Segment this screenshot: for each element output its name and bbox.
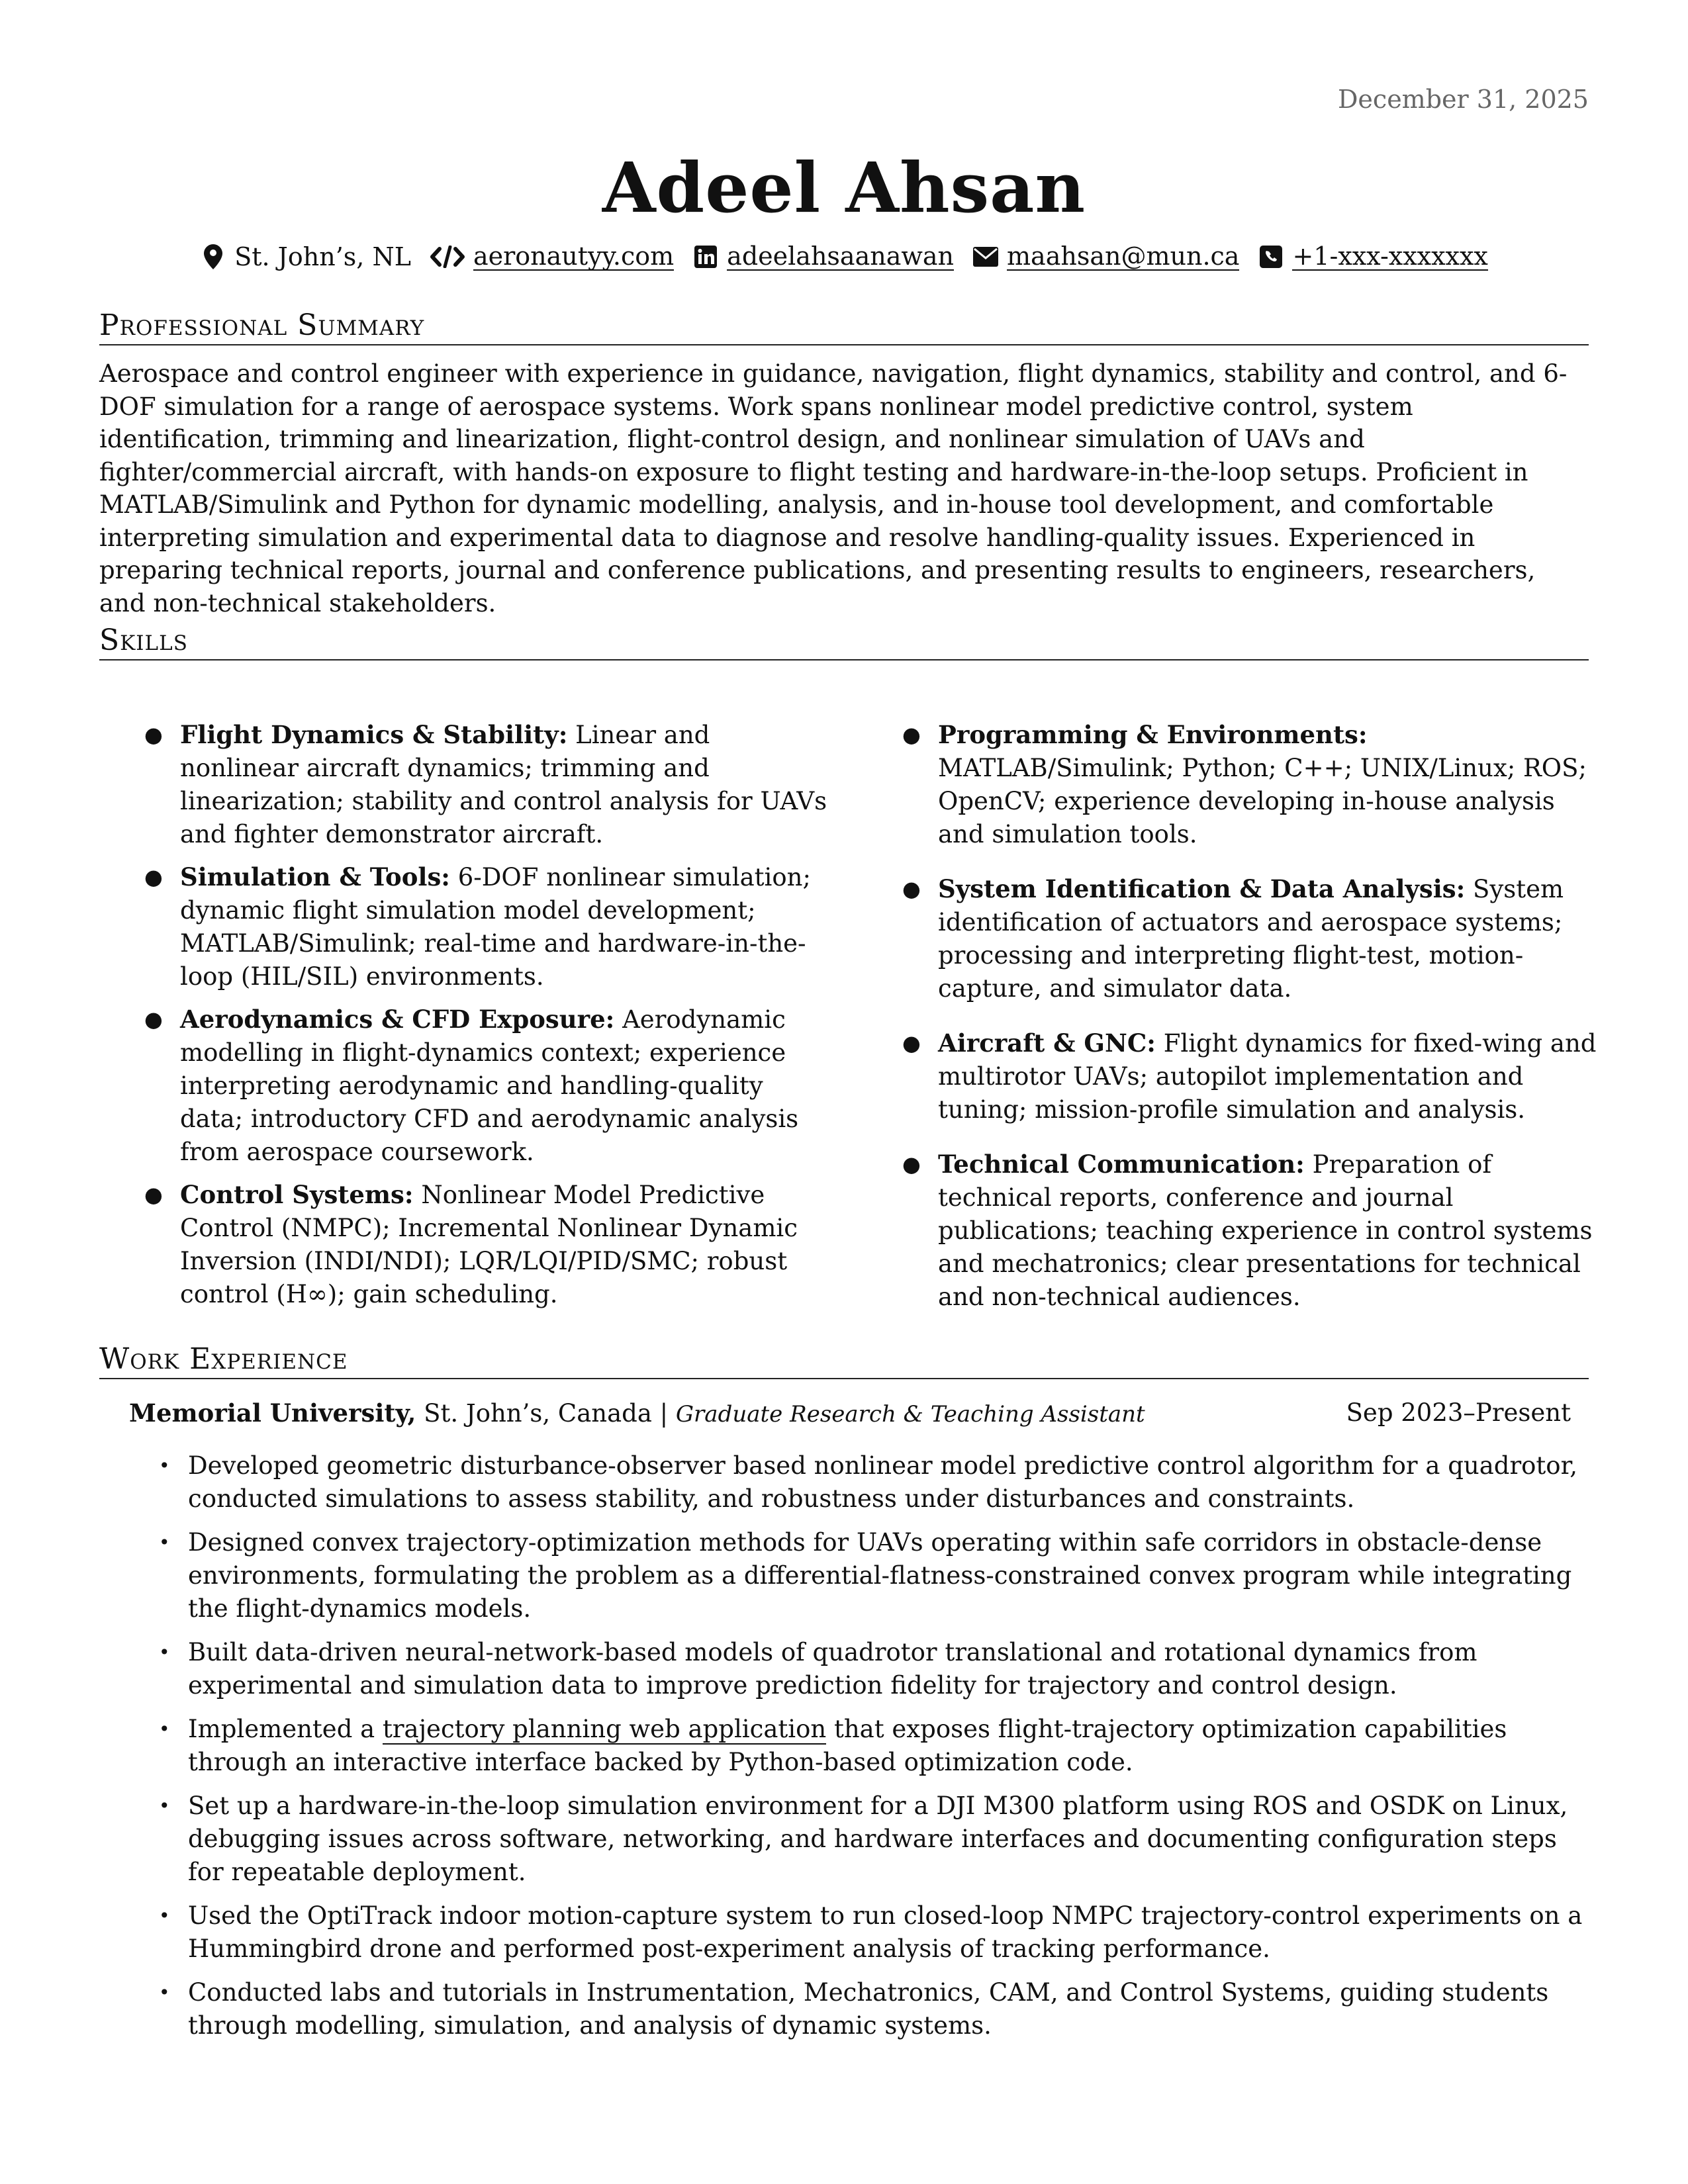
- skill-text: MATLAB/Simulink; Python; C++; UNIX/Linux; ROS; OpenCV; experience developing in-house analysis and simulation tools.: [938, 754, 1587, 848]
- job-role: Graduate Research & Teaching Assistant: [675, 1401, 1145, 1428]
- job-bullet: [158, 1899, 1587, 1966]
- contact-bar: [99, 242, 1589, 271]
- trajectory-app-link[interactable]: trajectory planning web application: [382, 1715, 827, 1743]
- job-bullet-text: Designed convex trajectory-optimization methods for UAVs operating within safe corridors in obstacle-dense environments, formulating the problem as a differential-flatness-constrained convex program while integrating the flight-dynamics models.: [188, 1528, 1572, 1623]
- job-bullets: [158, 1449, 1587, 2053]
- contact-phone[interactable]: [1258, 241, 1488, 271]
- document-date: December 31, 2025: [1337, 85, 1589, 114]
- bullet-icon: •: [159, 1981, 170, 2003]
- skill-text: Preparation of technical reports, conference and journal publications; teaching experience in control systems and mechatronics; clear presentations for technical and non-technical audiences.: [938, 1150, 1593, 1311]
- job-dates: Sep 2023–Present: [1346, 1398, 1571, 1427]
- summary-section-title: Professional Summary: [99, 310, 1589, 345]
- skill-label: Simulation & Tools:: [180, 862, 450, 891]
- skills-right-column: [897, 718, 1599, 1323]
- code-icon: [430, 244, 465, 270]
- job-title-line: [129, 1398, 1145, 1428]
- job-bullet: [158, 1636, 1587, 1702]
- job-org: Memorial University,: [129, 1398, 416, 1428]
- candidate-name: Adeel Ahsan: [602, 147, 1086, 228]
- job-bullet-text-post: that exposes flight-trajectory optimization capabilities through an interactive interface backed by Python-based optimization code.: [188, 1715, 1507, 1776]
- bullet-icon: ●: [902, 1030, 921, 1056]
- job-location: St. John’s, Canada |: [416, 1399, 676, 1428]
- job-bullet-text: Built data-driven neural-network-based models of quadrotor translational and rotational dynamics from experimental and simulation data to improve prediction fidelity for trajectory and control design.: [188, 1638, 1477, 1700]
- skill-label: Technical Communication:: [938, 1150, 1305, 1179]
- bullet-icon: ●: [144, 1182, 163, 1207]
- skill-item: [897, 1026, 1599, 1126]
- skill-label: System Identification & Data Analysis:: [938, 874, 1466, 903]
- skill-text: System identification of actuators and aerospace systems; processing and interpreting flight-test, motion-capture, and simulator data.: [938, 875, 1564, 1003]
- job-bullet-text: Conducted labs and tutorials in Instrumentation, Mechatronics, CAM, and Control Systems, guiding students through modelling, simulation, and analysis of dynamic systems.: [188, 1978, 1549, 2040]
- bullet-icon: ●: [144, 722, 163, 747]
- skill-item: [897, 718, 1599, 851]
- contact-website[interactable]: [430, 241, 675, 271]
- envelope-icon: [972, 244, 999, 270]
- email-link[interactable]: maahsan@mun.ca: [1007, 241, 1240, 271]
- bullet-icon: •: [159, 1795, 170, 1817]
- website-link[interactable]: aeronautyy.com: [473, 241, 675, 271]
- contact-email[interactable]: [972, 241, 1240, 271]
- skill-item: [139, 860, 827, 993]
- bullet-icon: •: [159, 1718, 170, 1740]
- bullet-icon: •: [159, 1641, 170, 1663]
- skill-text: 6-DOF nonlinear simulation; dynamic flight simulation model development; MATLAB/Simulink; real-time and hardware-in-the-loop (HIL/SIL) environments.: [180, 863, 811, 991]
- job-bullet-text-pre: Implemented a: [188, 1715, 383, 1743]
- job-bullet-text: Set up a hardware-in-the-loop simulation environment for a DJI M300 platform using ROS and OSDK on Linux, debugging issues across software, networking, and hardware interfaces and documenting configuration steps for repeatable deployment.: [188, 1792, 1568, 1886]
- job-bullet: [158, 1526, 1587, 1625]
- phone-link[interactable]: +1-xxx-xxxxxxx: [1292, 241, 1488, 271]
- skill-item: [139, 1003, 827, 1169]
- bullet-icon: •: [159, 1905, 170, 1927]
- bullet-icon: •: [159, 1531, 170, 1553]
- summary-text: Aerospace and control engineer with experience in guidance, navigation, flight dynamics, stability and control, and 6-DOF simulation for a range of aerospace systems. Work spans nonlinear model predictive control, system identification, trimming and linearization, flight-control design, and nonlinear simulation of UAVs and fighter/commercial aircraft, with hands-on exposure to flight testing and hardware-in-the-loop setups. Proficient in MATLAB/Simulink and Python for dynamic modelling, analysis, and in-house tool development, and comfortable interpreting simulation and experimental data to diagnose and resolve handling-quality issues. Experienced in preparing technical reports, journal and conference publications, and presenting results to engineers, researchers, and non-technical stakeholders.: [99, 359, 1568, 617]
- bullet-icon: •: [159, 1455, 170, 1477]
- skill-item: [897, 872, 1599, 1005]
- skill-item: [139, 718, 827, 851]
- job-bullet-text: Developed geometric disturbance-observer based nonlinear model predictive control algorithm for a quadrotor, conducted simulations to assess stability, and robustness under disturbances and constraints.: [188, 1451, 1577, 1513]
- bullet-icon: ●: [902, 876, 921, 901]
- skills-left-column: [139, 718, 827, 1320]
- skill-item: [139, 1178, 827, 1311]
- linkedin-link[interactable]: adeelahsaanawan: [727, 241, 955, 271]
- bullet-icon: ●: [144, 864, 163, 889]
- skill-text: Flight dynamics for fixed-wing and multirotor UAVs; autopilot implementation and tuning; mission-profile simulation and analysis.: [938, 1029, 1597, 1124]
- location-text: St. John’s, NL: [234, 242, 411, 271]
- bullet-icon: ●: [144, 1007, 163, 1032]
- skill-text: Nonlinear Model Predictive Control (NMPC); Incremental Nonlinear Dynamic Inversion (INDI/NDI); LQR/LQI/PID/SMC; robust control (H∞); gain scheduling.: [180, 1181, 798, 1308]
- experience-section-title: Work Experience: [99, 1343, 1589, 1379]
- skills-section-title: Skills: [99, 625, 1589, 660]
- contact-location: [200, 242, 411, 271]
- skill-label: Aerodynamics & CFD Exposure:: [180, 1005, 615, 1034]
- job-bullet-text: Used the OptiTrack indoor motion-capture system to run closed-loop NMPC trajectory-control experiments on a Hummingbird drone and performed post-experiment analysis of tracking performance.: [188, 1901, 1583, 1963]
- job-bullet: [158, 1790, 1587, 1889]
- contact-linkedin[interactable]: [692, 241, 955, 271]
- skill-text: Aerodynamic modelling in flight-dynamics context; experience interpreting aerodynamic and handling-quality data; introductory CFD and aerodynamic analysis from aerospace coursework.: [180, 1005, 799, 1166]
- linkedin-icon: [692, 244, 719, 270]
- bullet-icon: ●: [902, 722, 921, 747]
- skill-label: Flight Dynamics & Stability:: [180, 720, 568, 749]
- job-bullet: [158, 1976, 1587, 2042]
- phone-icon: [1258, 244, 1284, 270]
- resume-page: [99, 0, 1597, 2184]
- skill-label: Aircraft & GNC:: [938, 1028, 1156, 1058]
- map-pin-icon: [200, 244, 226, 270]
- skill-text: Linear and nonlinear aircraft dynamics; trimming and linearization; stability and control analysis for UAVs and fighter demonstrator aircraft.: [180, 721, 827, 848]
- job-bullet: [158, 1713, 1587, 1779]
- bullet-icon: ●: [902, 1152, 921, 1177]
- job-header: [129, 1398, 1571, 1428]
- skill-item: [897, 1148, 1599, 1314]
- job-bullet: [158, 1449, 1587, 1516]
- skill-label: Programming & Environments:: [938, 720, 1368, 749]
- skill-label: Control Systems:: [180, 1180, 414, 1209]
